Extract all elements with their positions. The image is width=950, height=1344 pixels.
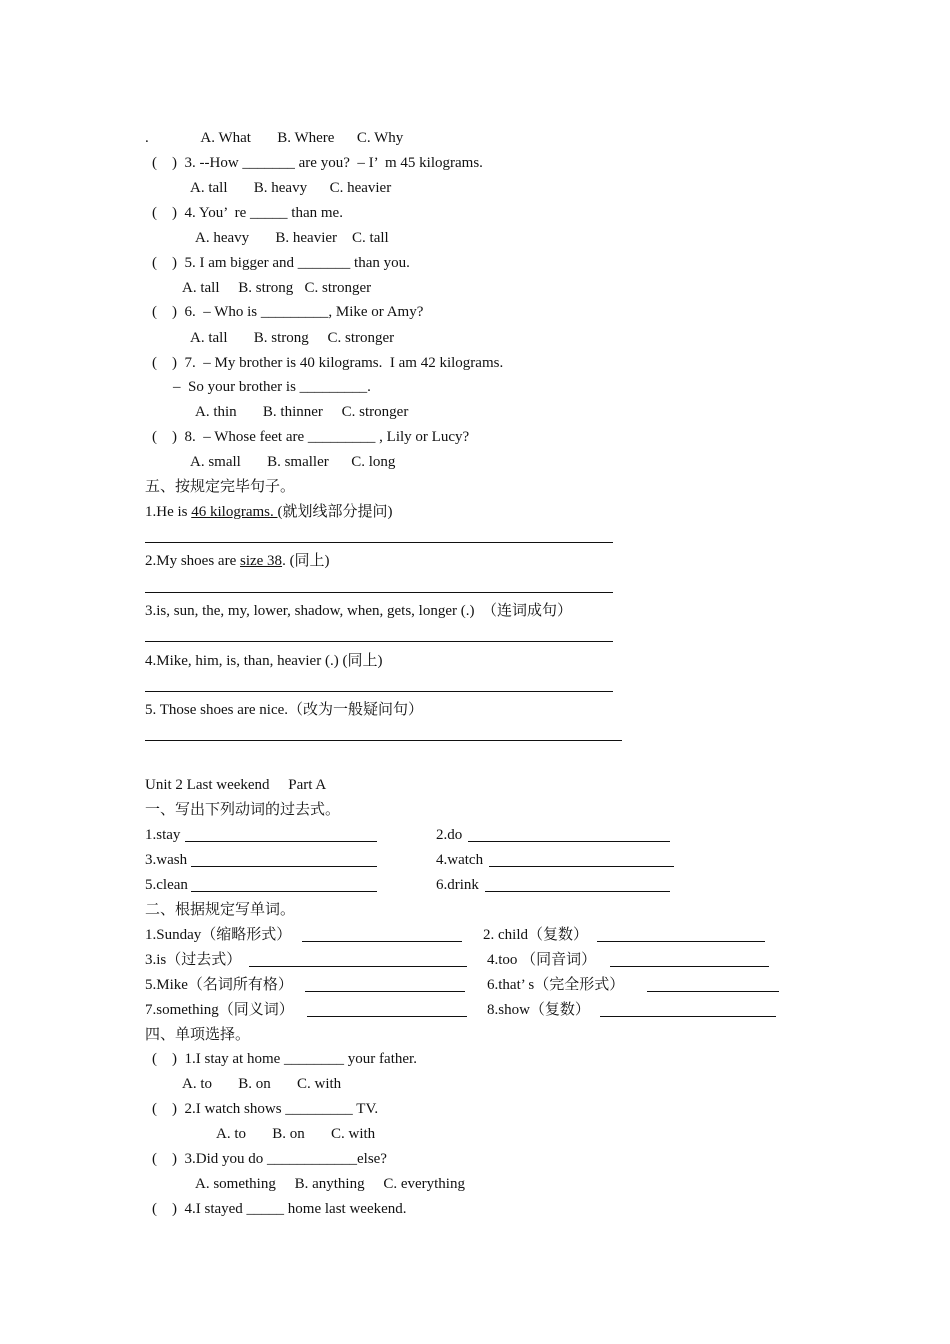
answer-line-4[interactable] [145, 691, 613, 692]
verb-2-blank[interactable] [468, 841, 670, 842]
word-7-blank[interactable] [307, 1016, 467, 1017]
word-6-blank[interactable] [647, 991, 779, 992]
question-4: ( ) 4. You’ re _____ than me. [152, 205, 343, 221]
question-8: ( ) 8. – Whose feet are _________ , Lily or Lucy? [152, 429, 470, 445]
u2-question-1: ( ) 1.I stay at home ________ your father. [152, 1051, 417, 1067]
question-7-line2: – So your brother is _________. [173, 379, 371, 395]
unit2-section1-heading: 一、写出下列动词的过去式。 [145, 802, 341, 818]
word-3-blank[interactable] [249, 966, 467, 967]
verb-5: 5.clean [145, 877, 188, 893]
q3-options: A. tall B. heavy C. heavier [190, 180, 392, 196]
word-6: 6.that’ s（完全形式） [487, 977, 625, 993]
verb-4: 4.watch [436, 852, 484, 868]
u2-q3-options: A. something B. anything C. everything [195, 1176, 465, 1192]
sentence-3: 3.is, sun, the, my, lower, shadow, when, gets, longer (.) （连词成句） [145, 603, 572, 619]
verb-5-blank[interactable] [191, 891, 377, 892]
section5-heading: 五、按规定完毕句子。 [145, 479, 296, 495]
question-5: ( ) 5. I am bigger and _______ than you. [152, 255, 410, 271]
verb-3: 3.wash [145, 852, 188, 868]
word-4-blank[interactable] [610, 966, 769, 967]
answer-line-2[interactable] [145, 592, 613, 593]
u2-q1-options: A. to B. on C. with [182, 1076, 342, 1092]
sentence-2-instruction: . (同上) [282, 553, 330, 569]
answer-line-5[interactable] [145, 740, 622, 741]
word-8: 8.show（复数） [487, 1002, 590, 1018]
word-2: 2. child（复数） [483, 927, 588, 943]
q2-options: . A. What B. Where C. Why [145, 130, 404, 146]
word-1-blank[interactable] [302, 941, 462, 942]
word-1: 1.Sunday（缩略形式） [145, 927, 292, 943]
u2-question-2: ( ) 2.I watch shows _________ TV. [152, 1101, 379, 1117]
verb-3-blank[interactable] [191, 866, 377, 867]
sentence-1-underlined: 46 kilograms. [191, 504, 278, 520]
unit2-section4-heading: 四、单项选择。 [145, 1027, 251, 1043]
q4-options: A. heavy B. heavier C. tall [195, 230, 389, 246]
q8-options: A. small B. smaller C. long [190, 454, 396, 470]
verb-1-blank[interactable] [185, 841, 377, 842]
sentence-4: 4.Mike, him, is, than, heavier (.) (同上) [145, 653, 383, 669]
sentence-2 [145, 552, 330, 570]
sentence-1 [145, 503, 393, 521]
word-8-blank[interactable] [600, 1016, 776, 1017]
sentence-1-instruction: (就划线部分提问) [277, 504, 393, 520]
answer-line-1[interactable] [145, 542, 613, 543]
verb-6-blank[interactable] [485, 891, 670, 892]
sentence-2-prefix: 2.My shoes are [145, 553, 240, 569]
unit2-section2-heading: 二、根据规定写单词。 [145, 902, 296, 918]
verb-6: 6.drink [436, 877, 479, 893]
unit2-title: Unit 2 Last weekend Part A [145, 777, 327, 793]
question-7: ( ) 7. – My brother is 40 kilograms. I am 42 kilograms. [152, 355, 504, 371]
word-5: 5.Mike（名词所有格） [145, 977, 293, 993]
q5-options: A. tall B. strong C. stronger [182, 280, 372, 296]
u2-q2-options: A. to B. on C. with [216, 1126, 376, 1142]
answer-line-3[interactable] [145, 641, 613, 642]
question-6: ( ) 6. – Who is _________, Mike or Amy? [152, 304, 424, 320]
sentence-2-underlined: size 38 [239, 553, 283, 569]
q7-options: A. thin B. thinner C. stronger [195, 404, 409, 420]
verb-4-blank[interactable] [489, 866, 674, 867]
q6-options: A. tall B. strong C. stronger [190, 330, 395, 346]
u2-question-4: ( ) 4.I stayed _____ home last weekend. [152, 1201, 407, 1217]
word-4: 4.too （同音词） [487, 952, 597, 968]
word-3: 3.is（过去式） [145, 952, 242, 968]
question-3: ( ) 3. --How _______ are you? – I’ m 45 kilograms. [152, 155, 483, 171]
verb-2: 2.do [436, 827, 463, 843]
sentence-5: 5. Those shoes are nice.（改为一般疑问句） [145, 702, 424, 718]
word-7: 7.something（同义词） [145, 1002, 294, 1018]
word-5-blank[interactable] [305, 991, 465, 992]
verb-1: 1.stay [145, 827, 181, 843]
sentence-1-prefix: 1.He is [145, 504, 192, 520]
u2-question-3: ( ) 3.Did you do ____________else? [152, 1151, 387, 1167]
word-2-blank[interactable] [597, 941, 765, 942]
